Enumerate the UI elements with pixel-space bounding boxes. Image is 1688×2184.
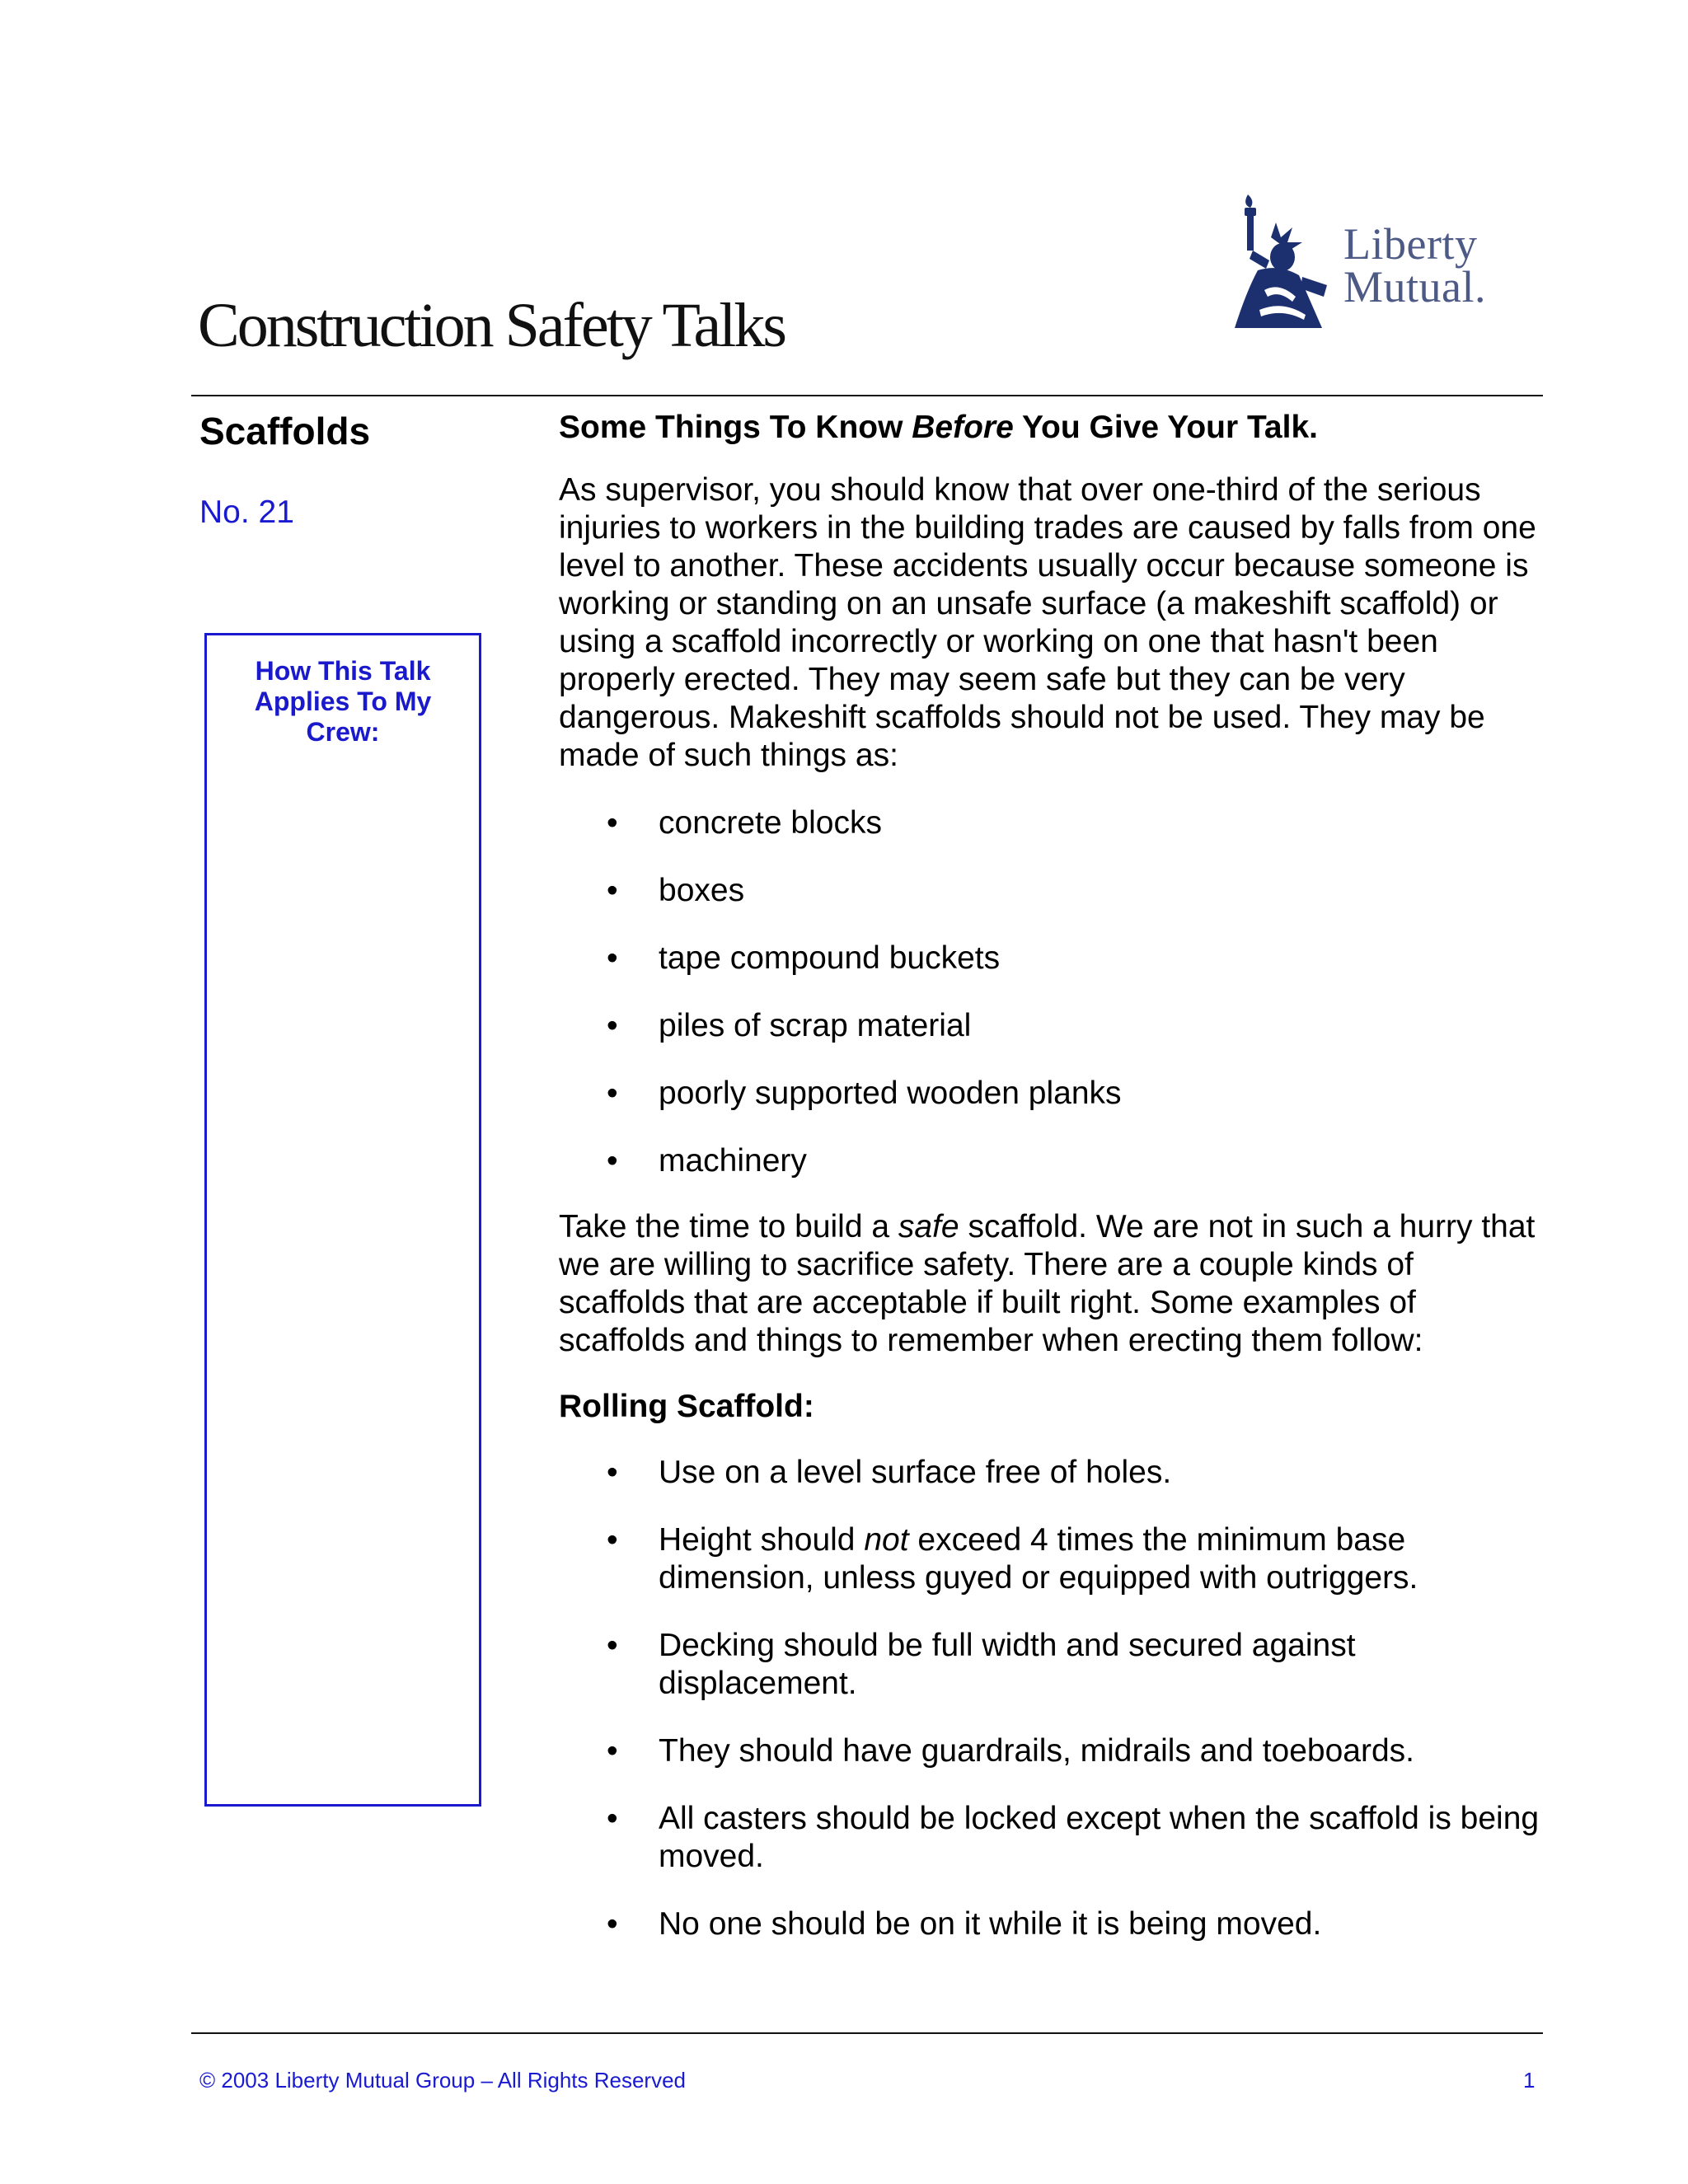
- topic-title: Scaffolds: [199, 410, 371, 452]
- statue-of-liberty-icon: [1220, 190, 1335, 330]
- list-item-text: Height should: [659, 1522, 865, 1558]
- list-item: [559, 940, 1548, 977]
- footer-copyright: © 2003 Liberty Mutual Group – All Rights Reserved: [199, 2068, 687, 2093]
- bullet-dot: •: [607, 1076, 618, 1111]
- document-title: Construction Safety Talks: [198, 291, 785, 360]
- liberty-mutual-logo: [1218, 183, 1531, 348]
- list-item-text: concrete blocks: [659, 805, 882, 841]
- list-item: [559, 1007, 1548, 1045]
- list-item-emphasis: not: [864, 1522, 909, 1558]
- talk-number: No. 21: [199, 494, 294, 530]
- list-item-text: All casters should be locked except when the scaffold is being moved.: [659, 1801, 1540, 1874]
- bullet-dot: •: [607, 1733, 618, 1769]
- rolling-scaffold-heading: Rolling Scaffold:: [559, 1389, 814, 1424]
- header-rule: [191, 395, 1543, 396]
- crew-box-label: How This Talk Applies To My Crew:: [254, 656, 432, 747]
- rolling-scaffold-list: [559, 1454, 1548, 1943]
- main-content: [559, 409, 1548, 1943]
- list-item: [559, 804, 1548, 842]
- bullet-dot: •: [607, 1801, 618, 1836]
- bullet-dot: •: [607, 1906, 618, 1942]
- bullet-dot: •: [607, 1522, 618, 1558]
- list-item-text: tape compound buckets: [659, 940, 1001, 976]
- intro-paragraph: As supervisor, you should know that over one-third of the serious injuries to workers in the building trades are caused by falls from one level to another. These accidents usually occur because someone is working or standing on an unsafe surface (a makeshift scaffold) or using a scaffold incorrectly or working on one that hasn't been properly erected. They may seem safe but they can be very dangerous. Makeshift scaffolds should not be used. They may be made of such things as:: [559, 472, 1536, 773]
- paragraph-text: Take the time to build a: [559, 1209, 898, 1244]
- logo-wordmark: [1343, 219, 1486, 312]
- list-item: [559, 1905, 1548, 1943]
- safe-scaffold-paragraph: [559, 1208, 1548, 1360]
- logo-text-mutual: Mutual.: [1343, 262, 1486, 312]
- paragraph-text-end: scaffold. We are not in such a hurry that we are willing to sacrifice safety. There are a couple kinds of scaffolds that are acceptable if built right. Some examples of scaffolds and things to remember when erecting them follow:: [559, 1209, 1536, 1358]
- bullet-dot: •: [607, 940, 618, 976]
- intro-heading-text: Some Things To Know: [559, 410, 912, 445]
- intro-heading-emphasis: Before: [912, 410, 1014, 445]
- list-item: [559, 1454, 1548, 1492]
- bullet-dot: •: [607, 1628, 618, 1663]
- list-item: [559, 1075, 1548, 1113]
- list-item: [559, 1627, 1548, 1703]
- list-item-text: No one should be on it while it is being moved.: [659, 1906, 1322, 1942]
- list-item-text-end: exceed 4 times the minimum base dimension, unless guyed or equipped with outriggers.: [659, 1522, 1418, 1596]
- bullet-dot: •: [607, 1008, 618, 1043]
- logo-text-liberty: Liberty: [1343, 219, 1478, 269]
- list-item-text: poorly supported wooden planks: [659, 1076, 1122, 1111]
- list-item-text: They should have guardrails, midrails and toeboards.: [659, 1733, 1415, 1769]
- list-item-text: machinery: [659, 1143, 807, 1179]
- list-item: [559, 1142, 1548, 1180]
- list-item: [559, 1521, 1548, 1597]
- paragraph-emphasis: safe: [898, 1209, 959, 1244]
- list-item-text: boxes: [659, 873, 745, 908]
- bullet-dot: •: [607, 1455, 618, 1490]
- bullet-dot: •: [607, 873, 618, 908]
- page-number: 1: [1523, 2068, 1536, 2093]
- makeshift-items-list: [559, 804, 1548, 1180]
- intro-heading-text-end: You Give Your Talk.: [1013, 410, 1318, 445]
- list-item-text: Use on a level surface free of holes.: [659, 1455, 1172, 1490]
- list-item-text: Decking should be full width and secured against displacement.: [659, 1628, 1356, 1701]
- footer-rule: [191, 2032, 1543, 2034]
- list-item: [559, 1800, 1548, 1876]
- crew-notes-box: [204, 633, 481, 1807]
- intro-heading: [559, 409, 1548, 447]
- bullet-dot: •: [607, 805, 618, 841]
- list-item: [559, 872, 1548, 910]
- list-item-text: piles of scrap material: [659, 1008, 972, 1043]
- list-item: [559, 1732, 1548, 1770]
- bullet-dot: •: [607, 1143, 618, 1179]
